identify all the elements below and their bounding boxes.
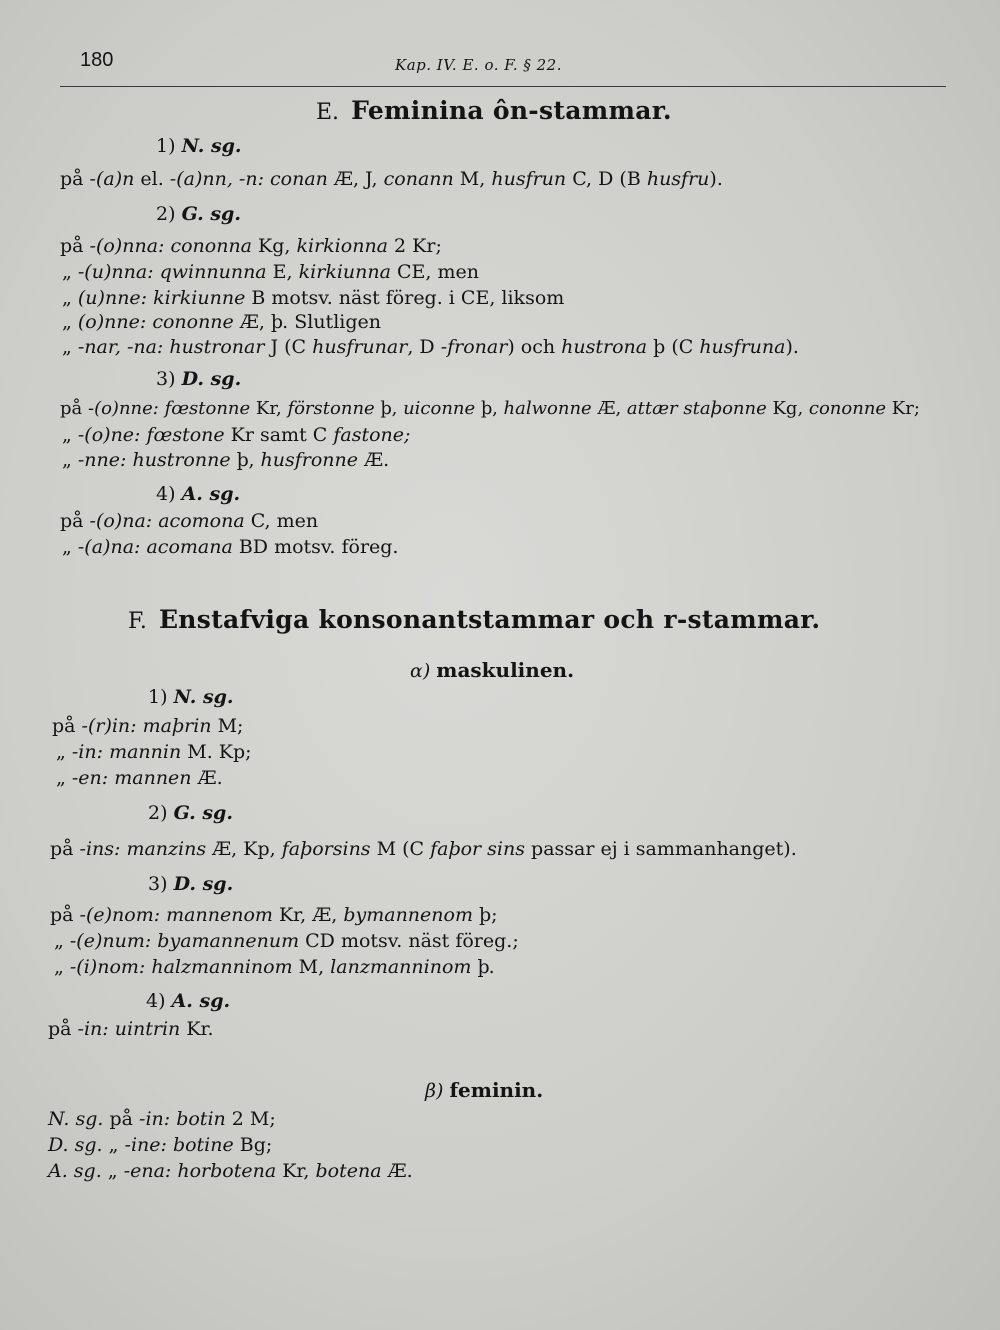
seg: „ xyxy=(62,336,78,358)
seg: faþor sins xyxy=(430,838,525,860)
line-e2-3 xyxy=(62,289,564,308)
seg: þ, xyxy=(475,398,504,419)
case-number: 1) xyxy=(156,135,176,157)
seg: hustrona xyxy=(561,336,648,358)
seg: kirkiunna xyxy=(298,261,391,283)
line-e2-5 xyxy=(62,338,799,357)
seg: husfru xyxy=(646,168,710,190)
seg: husfruna xyxy=(699,336,786,358)
seg: fastone; xyxy=(333,424,411,446)
line-fb-2 xyxy=(48,1136,272,1155)
seg: på xyxy=(103,1108,140,1130)
seg: þ, xyxy=(374,398,404,419)
seg: -ena: horbotena xyxy=(123,1160,277,1182)
line-e2-1 xyxy=(60,237,442,256)
seg: bymannenom xyxy=(343,904,473,926)
seg: „ xyxy=(101,1160,124,1182)
seg: -in: uintrin xyxy=(77,1018,181,1040)
seg: Kg, xyxy=(252,235,297,257)
case-label: A. sg. xyxy=(181,483,241,505)
case-label: A. sg. xyxy=(48,1160,102,1182)
section-e-title: Feminina ôn-stammar. xyxy=(351,96,672,125)
section-f-title: Enstafviga konsonantstammar och r-stammar. xyxy=(158,605,821,634)
line-f1-1 xyxy=(52,717,243,736)
case-label: D. sg. xyxy=(48,1134,103,1156)
seg: Kr, xyxy=(250,398,288,419)
case-label: G. sg. xyxy=(181,203,241,225)
case-number: 2) xyxy=(148,802,168,824)
line-f1-3 xyxy=(56,769,223,788)
seg: C, D (B xyxy=(566,168,647,190)
seg: Kr, Æ, xyxy=(272,904,344,926)
seg: 2 M; xyxy=(225,1108,276,1130)
case-heading-f4 xyxy=(146,992,230,1011)
seg: -in: botin xyxy=(139,1108,226,1130)
line-e2-4 xyxy=(62,313,381,332)
line-fb-1 xyxy=(48,1110,276,1129)
seg: el. xyxy=(134,168,170,190)
seg: Kg, xyxy=(766,398,809,419)
seg: (o)nne: cononne xyxy=(77,311,234,333)
seg: uiconne xyxy=(403,398,476,419)
line-e3-2 xyxy=(62,426,410,445)
seg: attær staþonne xyxy=(626,398,767,419)
line-e3-1 xyxy=(60,400,920,418)
seg: M, xyxy=(453,168,492,190)
seg: conann xyxy=(383,168,454,190)
seg: „ xyxy=(62,536,78,558)
seg: , D xyxy=(407,336,441,358)
seg: -fronar xyxy=(440,336,508,358)
seg: på xyxy=(50,904,80,926)
seg: halwonne xyxy=(503,398,592,419)
seg: þ (C xyxy=(647,336,700,358)
sub-title-maskulinen: maskulinen. xyxy=(436,658,575,682)
seg: Kr; xyxy=(886,398,920,419)
line-f4-1 xyxy=(48,1020,214,1039)
seg: „ xyxy=(62,311,78,333)
seg: -(a)na: acomana xyxy=(77,536,233,558)
seg: lanzmanninom xyxy=(330,956,472,978)
seg: -(u)nna: qwinnunna xyxy=(77,261,267,283)
seg: på xyxy=(60,235,90,257)
seg: Æ, þ. Slutligen xyxy=(233,311,381,333)
line-e2-2 xyxy=(62,263,479,282)
seg: „ xyxy=(54,930,70,952)
seg: -in: mannin xyxy=(71,741,182,763)
seg: Æ, xyxy=(591,398,627,419)
seg: Kr, xyxy=(276,1160,316,1182)
seg: -(o)nne: fœstonne xyxy=(87,398,251,419)
seg: „ xyxy=(56,741,72,763)
seg: Æ, Kp, xyxy=(206,838,282,860)
case-number: 4) xyxy=(156,483,176,505)
seg: husfrun xyxy=(491,168,567,190)
line-e1-1 xyxy=(60,170,723,189)
seg: -(o)ne: fœstone xyxy=(77,424,225,446)
subheading-feminin xyxy=(425,1080,543,1101)
line-f3-2 xyxy=(54,932,519,951)
line-e4-2 xyxy=(62,538,398,557)
seg: ). xyxy=(785,336,799,358)
line-e3-3 xyxy=(62,451,389,470)
seg: -(e)num: byamannenum xyxy=(69,930,300,952)
seg: på xyxy=(60,398,88,419)
seg: „ xyxy=(56,767,72,789)
seg: M. Kp; xyxy=(181,741,252,763)
section-e-heading xyxy=(316,98,672,124)
seg: M; xyxy=(211,715,244,737)
section-f-heading xyxy=(128,607,820,633)
seg: Kr samt C xyxy=(224,424,334,446)
line-f2-1 xyxy=(50,840,797,859)
seg: -en: mannen xyxy=(71,767,192,789)
seg: BD motsv. föreg. xyxy=(232,536,399,558)
case-label: D. sg. xyxy=(173,873,234,895)
seg: -(o)na: acomona xyxy=(89,510,245,532)
seg: -nar, -na: hustronar xyxy=(77,336,265,358)
line-e4-1 xyxy=(60,512,318,531)
seg: faþorsins xyxy=(281,838,371,860)
case-label: G. sg. xyxy=(173,802,233,824)
seg: 2 Kr; xyxy=(388,235,442,257)
line-f3-3 xyxy=(54,958,495,977)
seg: -(e)nom: mannenom xyxy=(79,904,273,926)
seg: kirkionna xyxy=(296,235,389,257)
header-rule xyxy=(60,86,946,87)
case-heading-f2 xyxy=(148,804,233,823)
case-heading-e1 xyxy=(156,137,242,156)
case-label: N. sg. xyxy=(173,686,234,708)
seg: Æ, J, xyxy=(327,168,384,190)
seg: -(i)nom: halzmanninom xyxy=(69,956,293,978)
running-head: Kap. IV. E. o. F. § 22. xyxy=(395,56,562,74)
seg: -nne: hustronne xyxy=(77,449,231,471)
seg: „ xyxy=(62,449,78,471)
seg: Æ. xyxy=(381,1160,413,1182)
seg: C, men xyxy=(244,510,319,532)
seg: -(r)in: maþrin xyxy=(81,715,212,737)
seg: M (C xyxy=(370,838,431,860)
case-heading-f3 xyxy=(148,875,233,894)
seg: Æ. xyxy=(191,767,223,789)
seg: E, xyxy=(266,261,299,283)
sub-mark-alpha: α) xyxy=(410,660,431,682)
case-number: 2) xyxy=(156,203,176,225)
seg: þ. xyxy=(471,956,495,978)
case-heading-f1 xyxy=(148,688,234,707)
case-heading-e4 xyxy=(156,485,240,504)
case-heading-e2 xyxy=(156,205,241,224)
seg: M, xyxy=(292,956,331,978)
page-number: 180 xyxy=(80,49,114,71)
seg: -ine: botine xyxy=(124,1134,234,1156)
case-number: 3) xyxy=(156,368,176,390)
sub-mark-beta: β) xyxy=(425,1080,444,1102)
subheading-maskulinen xyxy=(410,660,574,681)
seg: husfronne xyxy=(260,449,359,471)
seg: ). xyxy=(709,168,723,190)
seg: på xyxy=(52,715,82,737)
seg: þ; xyxy=(472,904,498,926)
seg: (u)nne: kirkiunne xyxy=(77,287,246,309)
seg: J (C xyxy=(264,336,313,358)
seg: -(o)nna: cononna xyxy=(89,235,253,257)
seg: „ xyxy=(102,1134,125,1156)
seg: þ, xyxy=(230,449,261,471)
seg: CD motsv. näst föreg.; xyxy=(299,930,519,952)
seg: „ xyxy=(62,424,78,446)
seg: förstonne xyxy=(287,398,375,419)
line-fb-3 xyxy=(48,1162,413,1181)
seg: cononne xyxy=(808,398,887,419)
seg: botena xyxy=(315,1160,382,1182)
case-label: N. sg. xyxy=(181,135,242,157)
seg: -ins: manzins xyxy=(79,838,207,860)
seg: på xyxy=(48,1018,78,1040)
section-f-letter: F. xyxy=(128,609,147,634)
seg: CE, men xyxy=(390,261,479,283)
seg: Bg; xyxy=(233,1134,273,1156)
case-label: D. sg. xyxy=(181,368,242,390)
seg: Æ. xyxy=(358,449,390,471)
seg: „ xyxy=(54,956,70,978)
case-number: 3) xyxy=(148,873,168,895)
seg: -(a)nn, -n: conan xyxy=(169,168,328,190)
seg: -(a)n xyxy=(89,168,135,190)
line-f3-1 xyxy=(50,906,498,925)
seg: ) och xyxy=(507,336,562,358)
seg: „ xyxy=(62,287,78,309)
case-number: 1) xyxy=(148,686,168,708)
seg: B motsv. näst föreg. i CE, liksom xyxy=(245,287,565,309)
seg: på xyxy=(50,838,80,860)
case-number: 4) xyxy=(146,990,166,1012)
seg: på xyxy=(60,510,90,532)
case-label: N. sg. xyxy=(48,1108,104,1130)
seg: „ xyxy=(62,261,78,283)
seg: passar ej i sammanhanget). xyxy=(525,838,797,860)
seg: husfrunar xyxy=(312,336,408,358)
section-e-letter: E. xyxy=(316,100,340,125)
sub-title-feminin: feminin. xyxy=(449,1078,544,1102)
seg: på xyxy=(60,168,90,190)
seg: Kr. xyxy=(180,1018,214,1040)
case-label: A. sg. xyxy=(171,990,231,1012)
line-f1-2 xyxy=(56,743,252,762)
case-heading-e3 xyxy=(156,370,241,389)
